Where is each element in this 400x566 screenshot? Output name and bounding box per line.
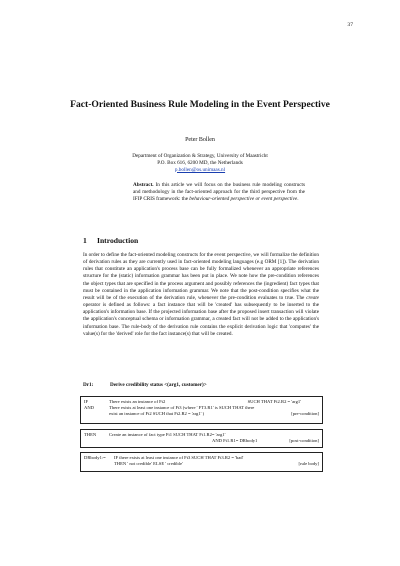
section-heading [83, 236, 138, 245]
rule-body-label: DRbody1:= [84, 455, 106, 460]
create-operator-word: create [306, 294, 319, 301]
if-keyword: IF [84, 399, 89, 404]
intro-text-2: operator is defined as follows: a fact instance that will be 'created' has subsequently to be inserted to the application's information base. If the projected information base after the proposed insert transaction will violate the application's conceptual schema or information grammar, a created fact will not be added to the application's information base. The rule-body of the derivation rule contains the explicit derivation logic that 'computes' the value(s) for the 'derived' role for the fact instance(s) that will be created. [83, 302, 319, 337]
rule-body-line-1: IF there exists at least one instance of Ft3 SUCH THAT Ft3.R2 = 'bad' [114, 455, 244, 460]
author-name: Peter Bollen [185, 137, 215, 143]
abstract-label: Abstract. [133, 182, 154, 188]
author-email-link[interactable]: p.bollen@os.unimaas.nl [174, 166, 226, 173]
pre-condition-line-2: There exists at least one instance of Ft3 (where ' FT3.R1' is SUCH THAT there [109, 405, 255, 411]
then-keyword: THEN [84, 432, 97, 437]
section-title: Introduction [97, 236, 139, 245]
rule-body-tag: [rule body] [298, 461, 319, 467]
pre-condition-line-1: There exists an instance of Ft2 [109, 399, 166, 404]
page-number: 37 [347, 22, 353, 28]
abstract-end: . [297, 195, 299, 202]
abstract [133, 182, 305, 203]
rule-body-box [80, 452, 323, 472]
section-number: 1 [83, 236, 87, 245]
post-condition-line-2: AND Ft1.R1= DRbody1 [212, 438, 258, 444]
intro-paragraph [83, 252, 319, 338]
post-condition-line-1: Create an instance of fact type Ft1 SUCH THAT Ft1.R2= 'arg1' [109, 432, 226, 437]
post-condition-box [80, 429, 323, 448]
pre-condition-clause-1: SUCH THAT Ft2.R2 = 'arg1' [247, 399, 301, 404]
abstract-text: In this article we will focus on the business rule modeling constructs and methodology in the fact-oriented approach for the third perspective from the IFIP CRIS framework: the [133, 182, 305, 202]
and-keyword: AND [84, 405, 94, 411]
rule-heading [83, 382, 207, 388]
affiliation-address: P.O. Box 616, 6200 MD, the Netherlands [157, 159, 243, 166]
affiliation [0, 153, 400, 173]
pre-condition-line-3: exist an instance of Ft2 SUCH that Ft2.R2 = 'arg1' ) [109, 411, 205, 417]
pre-condition-box [80, 396, 323, 424]
abstract-italic-text: behaviour-oriented perspective or event perspective [189, 195, 298, 202]
rule-label: Dr1: [83, 382, 94, 388]
rule-body-line-2: THEN ' not credible' ELSE ' credible' [114, 461, 183, 467]
intro-text-1: In order to define the fact-oriented modeling constructs for the event perspective, we will formalize the definition of derivation rules as they are currently used in fact-oriented modeling languages (e.g ORM [1]). The derivation rules that constitute an application's process base can be fully formalized whenever an appropriate references structure for the (static) information grammar has been put in place. We note how the pre-condition references the object types that are specified in the process argument and possibly references the (ingredient) fact types that must be contained in the application information grammar. We note that the post-condition specifies what the result will be of the execution of the derivation rule, whenever the pre-condition evaluates to true. The [83, 252, 319, 301]
post-condition-tag: [post-condition] [289, 438, 319, 444]
pre-condition-tag: [pre-condition] [291, 411, 319, 417]
affiliation-department: Department of Organization & Strategy, University of Maastricht [132, 153, 268, 159]
paper-title: Fact-Oriented Business Rule Modeling in the Event Perspective [70, 99, 330, 110]
rule-title: Derive credibility status <(arg1, customer)> [110, 382, 207, 388]
